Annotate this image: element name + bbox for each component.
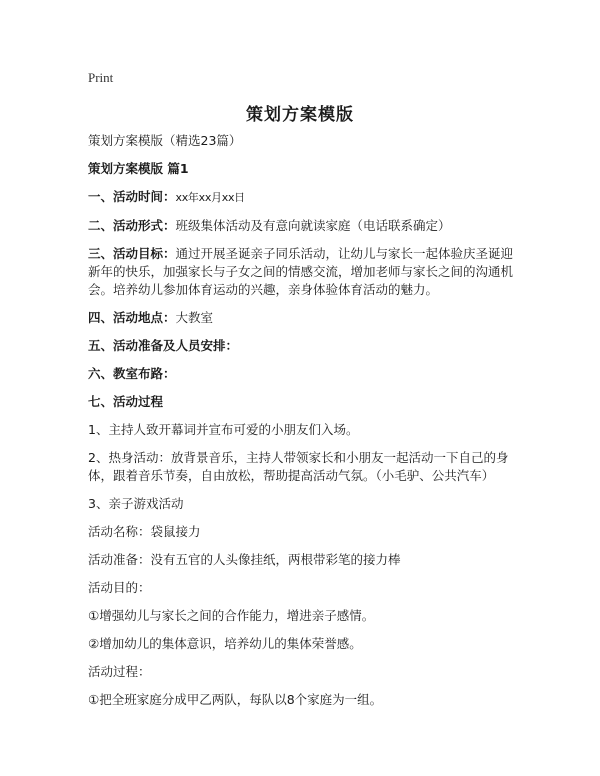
- item-form-label: 二、活动形式：: [88, 218, 176, 233]
- page-title: 策划方案模版: [246, 105, 354, 125]
- item-form-value: 班级集体活动及有意向就读家庭（电话联系确定）: [175, 218, 451, 233]
- item-goal-label: 三、活动目标：: [88, 246, 176, 261]
- section-title: 策划方案模版 篇1: [88, 161, 189, 176]
- print-label: Print: [88, 70, 114, 85]
- item-form: [88, 217, 520, 235]
- item-goal: [88, 245, 520, 299]
- item-goal-value: 通过开展圣诞亲子同乐活动，让幼儿与家长一起体验庆圣诞迎新年的快乐，加强家长与子女之间的情感交流，增加老师与家长之间的沟通机会。培养幼儿参加体育运动的兴趣，亲身体验体育活动的魅力。: [88, 246, 514, 297]
- item-prep: 五、活动准备及人员安排：: [88, 338, 239, 353]
- item-layout: 六、教室布路：: [88, 366, 176, 381]
- activity-goal: 活动目的：: [88, 580, 151, 595]
- activity-goal-1: ①增强幼儿与家长之间的合作能力，增进亲子感情。: [88, 608, 375, 623]
- activity-prep: 活动准备：没有五官的人头像挂纸，两根带彩笔的接力棒: [88, 552, 401, 567]
- step-2: 2、热身活动：放背景音乐，主持人带领家长和小朋友一起活动一下自己的身体，跟着音乐节奏，自由放松，帮助提高活动气氛。（小毛驴、公共汽车）: [88, 450, 509, 483]
- document-subtitle: 策划方案模版（精选23篇）: [88, 133, 242, 148]
- item-time-value: xx年xx月xx日: [175, 191, 245, 204]
- item-place: [88, 309, 520, 327]
- activity-goal-2: ②增加幼儿的集体意识，培养幼儿的集体荣誉感。: [88, 636, 362, 651]
- activity-process-1: ①把全班家庭分成甲乙两队，每队以8个家庭为一组。: [88, 692, 383, 707]
- activity-process: 活动过程：: [88, 664, 151, 679]
- step-1: 1、主持人致开幕词并宣布可爱的小朋友们入场。: [88, 422, 359, 437]
- step-3: 3、亲子游戏活动: [88, 496, 184, 511]
- item-process: 七、活动过程: [88, 394, 164, 409]
- item-place-label: 四、活动地点：: [88, 310, 176, 325]
- item-place-value: 大教室: [175, 310, 214, 325]
- item-time: [88, 188, 520, 207]
- activity-name: 活动名称：袋鼠接力: [88, 524, 201, 539]
- item-time-label: 一、活动时间：: [88, 189, 176, 204]
- document-body: [88, 132, 520, 719]
